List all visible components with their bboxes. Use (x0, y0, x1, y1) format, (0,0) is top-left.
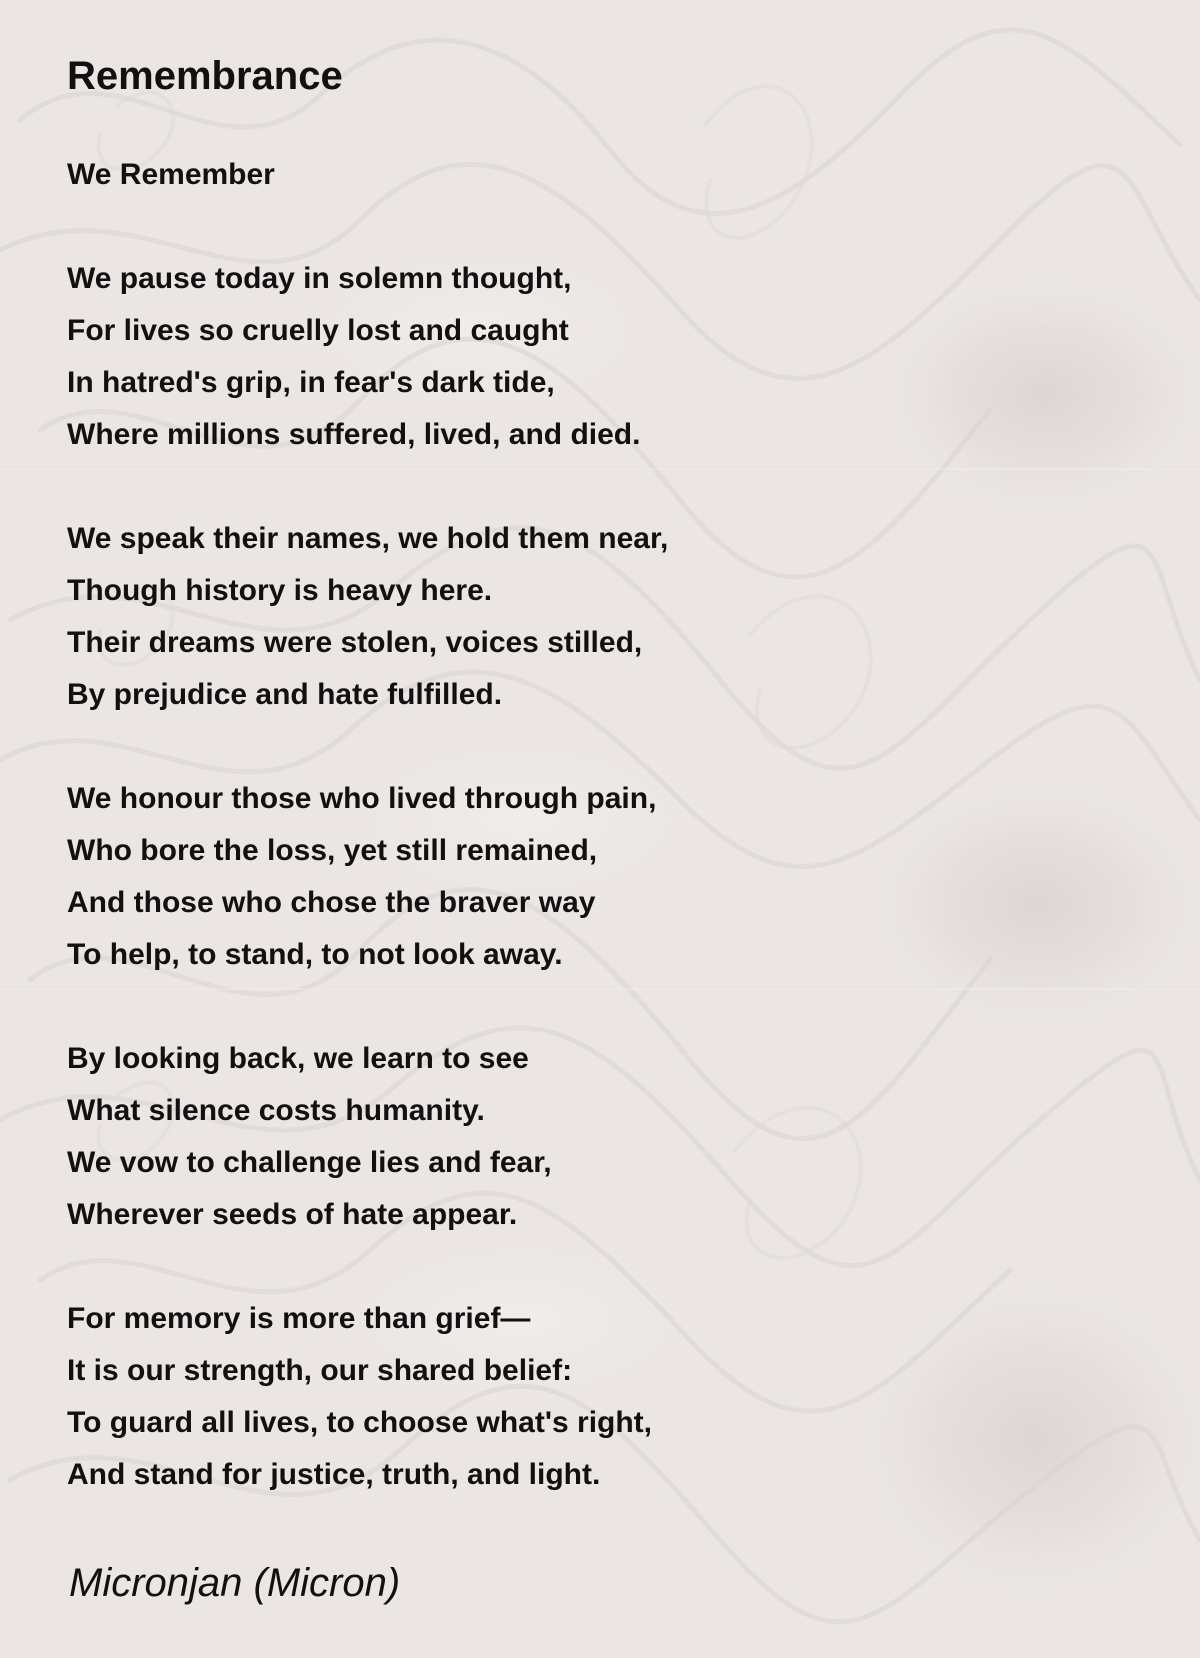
poem-line: Wherever seeds of hate appear. (67, 1198, 518, 1231)
poem-line: We pause today in solemn thought, (67, 262, 572, 295)
poem-line: And stand for justice, truth, and light. (67, 1458, 601, 1491)
poem-line: To guard all lives, to choose what's right, (67, 1406, 652, 1439)
stanza-gap (67, 721, 668, 773)
stanza-gap (67, 201, 668, 253)
poem-line: By prejudice and hate fulfilled. (67, 678, 503, 711)
poem-line: And those who chose the braver way (67, 886, 596, 919)
poem-line: We honour those who lived through pain, (67, 782, 657, 815)
poem-author: Micronjan (Micron) (69, 1561, 401, 1605)
poem-line: Their dreams were stolen, voices stilled, (67, 626, 643, 659)
poem-line: For lives so cruelly lost and caught (67, 314, 569, 347)
poem-line: Who bore the loss, yet still remained, (67, 834, 598, 867)
poem-line: In hatred's grip, in fear's dark tide, (67, 366, 555, 399)
poem-line: We vow to challenge lies and fear, (67, 1146, 552, 1179)
poem-line: We speak their names, we hold them near, (67, 522, 669, 555)
stanza-gap (67, 981, 668, 1033)
stanza-gap (67, 461, 668, 513)
poem-line: Where millions suffered, lived, and died. (67, 418, 641, 451)
poem-line: By looking back, we learn to see (67, 1042, 529, 1075)
poem-line: What silence costs humanity. (67, 1094, 485, 1127)
poem-line: To help, to stand, to not look away. (67, 938, 563, 971)
poem-title: Remembrance (67, 54, 343, 98)
poem-subtitle: We Remember (67, 158, 275, 191)
poem-text (67, 149, 668, 1501)
poem-line: For memory is more than grief— (67, 1302, 531, 1335)
stanza-gap (67, 1241, 668, 1293)
poem-line: It is our strength, our shared belief: (67, 1354, 573, 1387)
poem-line: Though history is heavy here. (67, 574, 493, 607)
